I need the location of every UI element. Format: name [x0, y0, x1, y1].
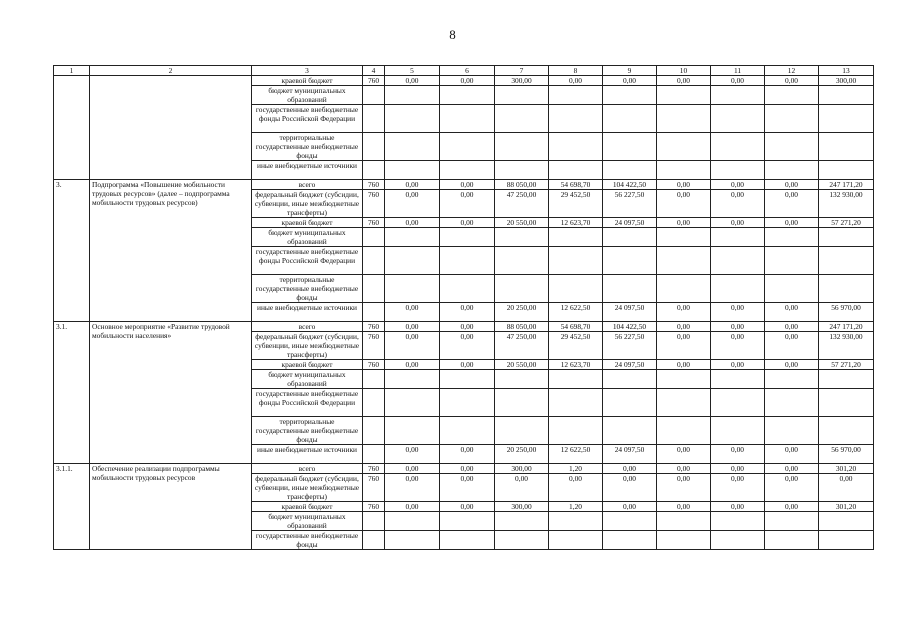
amount-cell: 56 970,00 — [819, 445, 874, 464]
amount-cell: 0,00 — [657, 76, 711, 86]
amount-cell — [495, 133, 549, 161]
amount-cell — [657, 417, 711, 445]
amount-cell — [385, 228, 440, 247]
grbs-code — [363, 228, 385, 247]
amount-cell: 0,00 — [711, 474, 765, 502]
row-number: 3.1.1. — [54, 464, 90, 550]
amount-cell: 0,00 — [765, 445, 819, 464]
amount-cell: 57 271,20 — [819, 218, 874, 228]
grbs-code: 760 — [363, 322, 385, 332]
amount-cell: 0,00 — [765, 332, 819, 360]
amount-cell: 0,00 — [765, 76, 819, 86]
grbs-code: 760 — [363, 190, 385, 218]
amount-cell: 56 970,00 — [819, 303, 874, 322]
amount-cell — [711, 133, 765, 161]
amount-cell — [440, 275, 495, 303]
amount-cell: 300,00 — [495, 502, 549, 512]
amount-cell — [657, 512, 711, 531]
amount-cell — [603, 133, 657, 161]
amount-cell: 0,00 — [603, 464, 657, 474]
amount-cell: 12 622,50 — [549, 303, 603, 322]
amount-cell — [603, 417, 657, 445]
table-row — [54, 76, 874, 86]
column-header: 12 — [765, 66, 819, 76]
grbs-code: 760 — [363, 218, 385, 228]
amount-cell: 0,00 — [385, 360, 440, 370]
amount-cell: 247 171,20 — [819, 180, 874, 190]
funding-source: федеральный бюджет (субсидии, субвенции, иные межбюджетные трансферты) — [252, 332, 363, 360]
amount-cell — [385, 247, 440, 275]
amount-cell — [819, 512, 874, 531]
amount-cell: 0,00 — [711, 322, 765, 332]
amount-cell — [385, 417, 440, 445]
amount-cell — [440, 531, 495, 550]
grbs-code — [363, 275, 385, 303]
amount-cell — [549, 275, 603, 303]
amount-cell: 24 097,50 — [603, 445, 657, 464]
grbs-code — [363, 133, 385, 161]
amount-cell: 104 422,50 — [603, 322, 657, 332]
amount-cell — [819, 86, 874, 105]
amount-cell: 0,00 — [711, 190, 765, 218]
grbs-code: 760 — [363, 360, 385, 370]
row-number — [54, 76, 90, 180]
amount-cell: 0,00 — [657, 464, 711, 474]
amount-cell — [819, 389, 874, 417]
amount-cell — [440, 389, 495, 417]
page-number: 8 — [449, 27, 456, 42]
grbs-code — [363, 303, 385, 322]
grbs-code: 760 — [363, 76, 385, 86]
amount-cell — [711, 161, 765, 180]
amount-cell: 132 930,00 — [819, 190, 874, 218]
amount-cell — [657, 133, 711, 161]
amount-cell — [495, 370, 549, 389]
amount-cell: 56 227,50 — [603, 332, 657, 360]
amount-cell — [385, 275, 440, 303]
amount-cell — [603, 512, 657, 531]
amount-cell: 104 422,50 — [603, 180, 657, 190]
header-row — [54, 66, 874, 76]
amount-cell — [495, 228, 549, 247]
row-number: 3. — [54, 180, 90, 322]
amount-cell — [765, 512, 819, 531]
amount-cell: 0,00 — [385, 502, 440, 512]
amount-cell: 0,00 — [440, 76, 495, 86]
amount-cell: 0,00 — [549, 76, 603, 86]
amount-cell: 0,00 — [711, 332, 765, 360]
amount-cell: 20 550,00 — [495, 360, 549, 370]
amount-cell: 247 171,20 — [819, 322, 874, 332]
amount-cell — [657, 370, 711, 389]
grbs-code: 760 — [363, 464, 385, 474]
program-name: Основное мероприятие «Развитие трудовой мобильности населения» — [90, 322, 252, 464]
funding-source: всего — [252, 464, 363, 474]
grbs-code — [363, 445, 385, 464]
funding-source: государственные внебюджетные фонды Российской Федерации — [252, 389, 363, 417]
amount-cell: 0,00 — [819, 474, 874, 502]
column-header: 11 — [711, 66, 765, 76]
amount-cell — [711, 105, 765, 133]
amount-cell: 0,00 — [765, 464, 819, 474]
amount-cell — [603, 370, 657, 389]
amount-cell: 0,00 — [385, 474, 440, 502]
column-header: 6 — [440, 66, 495, 76]
amount-cell: 0,00 — [765, 360, 819, 370]
amount-cell: 0,00 — [440, 360, 495, 370]
amount-cell: 54 698,70 — [549, 322, 603, 332]
column-header: 7 — [495, 66, 549, 76]
amount-cell: 0,00 — [385, 322, 440, 332]
funding-source: бюджет муниципальных образований — [252, 370, 363, 389]
amount-cell — [495, 161, 549, 180]
amount-cell — [819, 247, 874, 275]
amount-cell: 0,00 — [385, 464, 440, 474]
amount-cell — [385, 161, 440, 180]
amount-cell: 300,00 — [819, 76, 874, 86]
amount-cell — [765, 247, 819, 275]
budget-table — [53, 65, 874, 550]
column-header: 1 — [54, 66, 90, 76]
funding-source: краевой бюджет — [252, 360, 363, 370]
amount-cell — [440, 228, 495, 247]
amount-cell — [765, 275, 819, 303]
amount-cell: 47 250,00 — [495, 190, 549, 218]
grbs-code — [363, 247, 385, 275]
amount-cell — [495, 389, 549, 417]
amount-cell — [549, 389, 603, 417]
amount-cell — [385, 105, 440, 133]
grbs-code — [363, 161, 385, 180]
grbs-code: 760 — [363, 180, 385, 190]
funding-source: иные внебюджетные источники — [252, 161, 363, 180]
amount-cell — [819, 228, 874, 247]
amount-cell — [819, 417, 874, 445]
amount-cell: 1,20 — [549, 464, 603, 474]
amount-cell: 0,00 — [657, 445, 711, 464]
amount-cell — [549, 133, 603, 161]
amount-cell — [440, 247, 495, 275]
amount-cell: 0,00 — [385, 190, 440, 218]
funding-source: государственные внебюджетные фонды Российской Федерации — [252, 247, 363, 275]
amount-cell — [549, 247, 603, 275]
amount-cell: 0,00 — [657, 218, 711, 228]
amount-cell — [603, 531, 657, 550]
amount-cell — [711, 531, 765, 550]
amount-cell — [657, 105, 711, 133]
amount-cell: 20 250,00 — [495, 303, 549, 322]
amount-cell — [711, 86, 765, 105]
amount-cell: 47 250,00 — [495, 332, 549, 360]
amount-cell: 0,00 — [765, 322, 819, 332]
amount-cell: 0,00 — [711, 180, 765, 190]
amount-cell: 24 097,50 — [603, 360, 657, 370]
amount-cell — [549, 105, 603, 133]
amount-cell — [765, 133, 819, 161]
amount-cell — [495, 512, 549, 531]
amount-cell — [385, 531, 440, 550]
amount-cell — [385, 133, 440, 161]
amount-cell — [440, 417, 495, 445]
amount-cell — [765, 531, 819, 550]
funding-source: бюджет муниципальных образований — [252, 86, 363, 105]
grbs-code — [363, 389, 385, 417]
amount-cell: 0,00 — [657, 502, 711, 512]
amount-cell — [603, 389, 657, 417]
amount-cell: 29 452,50 — [549, 190, 603, 218]
amount-cell — [603, 105, 657, 133]
amount-cell: 0,00 — [385, 303, 440, 322]
amount-cell: 88 050,00 — [495, 322, 549, 332]
amount-cell — [440, 133, 495, 161]
amount-cell — [440, 370, 495, 389]
funding-source: государственные внебюджетные фонды Российской Федерации — [252, 105, 363, 133]
amount-cell — [495, 275, 549, 303]
amount-cell — [711, 512, 765, 531]
amount-cell: 12 622,50 — [549, 445, 603, 464]
grbs-code: 760 — [363, 502, 385, 512]
amount-cell — [495, 247, 549, 275]
amount-cell: 0,00 — [765, 502, 819, 512]
amount-cell: 301,20 — [819, 502, 874, 512]
amount-cell — [603, 275, 657, 303]
amount-cell: 0,00 — [657, 332, 711, 360]
amount-cell: 0,00 — [765, 303, 819, 322]
amount-cell — [440, 512, 495, 531]
amount-cell — [765, 228, 819, 247]
amount-cell — [495, 86, 549, 105]
amount-cell: 0,00 — [603, 502, 657, 512]
amount-cell — [440, 105, 495, 133]
funding-source: государственные внебюджетные фонды — [252, 531, 363, 550]
amount-cell: 0,00 — [603, 474, 657, 502]
column-header: 9 — [603, 66, 657, 76]
amount-cell — [603, 161, 657, 180]
amount-cell: 0,00 — [765, 180, 819, 190]
amount-cell: 0,00 — [440, 190, 495, 218]
amount-cell: 24 097,50 — [603, 303, 657, 322]
amount-cell — [819, 370, 874, 389]
amount-cell — [549, 86, 603, 105]
amount-cell: 0,00 — [385, 76, 440, 86]
amount-cell — [765, 370, 819, 389]
amount-cell: 0,00 — [657, 190, 711, 218]
amount-cell: 0,00 — [495, 474, 549, 502]
funding-source: федеральный бюджет (субсидии, субвенции, иные межбюджетные трансферты) — [252, 474, 363, 502]
amount-cell — [603, 247, 657, 275]
grbs-code — [363, 105, 385, 133]
grbs-code — [363, 86, 385, 105]
program-name: Подпрограмма «Повышение мобильности трудовых ресурсов» (далее – подпрограмма мобильности трудовых ресурсов) — [90, 180, 252, 322]
amount-cell — [495, 105, 549, 133]
column-header: 3 — [252, 66, 363, 76]
amount-cell — [385, 86, 440, 105]
amount-cell — [657, 247, 711, 275]
amount-cell — [657, 275, 711, 303]
amount-cell: 0,00 — [765, 218, 819, 228]
funding-source: федеральный бюджет (субсидии, субвенции, иные межбюджетные трансферты) — [252, 190, 363, 218]
amount-cell: 12 623,70 — [549, 360, 603, 370]
amount-cell — [819, 105, 874, 133]
amount-cell — [765, 389, 819, 417]
amount-cell — [711, 389, 765, 417]
amount-cell: 0,00 — [440, 303, 495, 322]
grbs-code — [363, 531, 385, 550]
amount-cell — [765, 417, 819, 445]
amount-cell: 1,20 — [549, 502, 603, 512]
amount-cell: 0,00 — [440, 322, 495, 332]
column-header: 5 — [385, 66, 440, 76]
amount-cell — [711, 275, 765, 303]
amount-cell — [495, 531, 549, 550]
amount-cell — [440, 86, 495, 105]
amount-cell: 0,00 — [657, 180, 711, 190]
funding-source: краевой бюджет — [252, 502, 363, 512]
amount-cell — [711, 417, 765, 445]
amount-cell: 20 250,00 — [495, 445, 549, 464]
amount-cell — [765, 161, 819, 180]
amount-cell — [549, 161, 603, 180]
amount-cell: 24 097,50 — [603, 218, 657, 228]
amount-cell — [657, 86, 711, 105]
grbs-code: 760 — [363, 474, 385, 502]
column-header: 2 — [90, 66, 252, 76]
amount-cell: 0,00 — [440, 332, 495, 360]
amount-cell: 29 452,50 — [549, 332, 603, 360]
amount-cell — [603, 86, 657, 105]
amount-cell: 88 050,00 — [495, 180, 549, 190]
amount-cell: 12 623,70 — [549, 218, 603, 228]
column-header: 4 — [363, 66, 385, 76]
funding-source: всего — [252, 322, 363, 332]
amount-cell: 0,00 — [711, 76, 765, 86]
amount-cell — [385, 370, 440, 389]
amount-cell: 20 550,00 — [495, 218, 549, 228]
funding-source: бюджет муниципальных образований — [252, 228, 363, 247]
amount-cell: 0,00 — [711, 502, 765, 512]
amount-cell: 0,00 — [385, 218, 440, 228]
amount-cell — [765, 105, 819, 133]
amount-cell: 57 271,20 — [819, 360, 874, 370]
column-header: 13 — [819, 66, 874, 76]
amount-cell: 54 698,70 — [549, 180, 603, 190]
grbs-code: 760 — [363, 332, 385, 360]
funding-source: всего — [252, 180, 363, 190]
amount-cell — [549, 370, 603, 389]
amount-cell: 56 227,50 — [603, 190, 657, 218]
table-row — [54, 180, 874, 190]
program-name — [90, 76, 252, 180]
amount-cell: 0,00 — [657, 474, 711, 502]
amount-cell — [819, 161, 874, 180]
amount-cell — [765, 86, 819, 105]
amount-cell: 0,00 — [711, 445, 765, 464]
column-header: 8 — [549, 66, 603, 76]
amount-cell: 0,00 — [385, 332, 440, 360]
grbs-code — [363, 512, 385, 531]
amount-cell: 0,00 — [440, 474, 495, 502]
amount-cell — [657, 531, 711, 550]
amount-cell: 0,00 — [711, 218, 765, 228]
funding-source: краевой бюджет — [252, 76, 363, 86]
amount-cell — [603, 228, 657, 247]
amount-cell: 0,00 — [711, 464, 765, 474]
amount-cell — [657, 389, 711, 417]
amount-cell: 0,00 — [440, 445, 495, 464]
amount-cell: 0,00 — [711, 303, 765, 322]
funding-source: краевой бюджет — [252, 218, 363, 228]
amount-cell — [385, 389, 440, 417]
funding-source: территориальные государственные внебюджетные фонды — [252, 275, 363, 303]
amount-cell: 0,00 — [603, 76, 657, 86]
amount-cell: 0,00 — [440, 502, 495, 512]
funding-source: иные внебюджетные источники — [252, 445, 363, 464]
amount-cell — [385, 512, 440, 531]
amount-cell: 0,00 — [657, 322, 711, 332]
amount-cell: 0,00 — [657, 303, 711, 322]
amount-cell — [711, 228, 765, 247]
amount-cell — [549, 417, 603, 445]
amount-cell: 301,20 — [819, 464, 874, 474]
amount-cell: 0,00 — [440, 180, 495, 190]
amount-cell — [711, 370, 765, 389]
amount-cell — [657, 228, 711, 247]
amount-cell — [549, 512, 603, 531]
amount-cell — [819, 531, 874, 550]
row-number: 3.1. — [54, 322, 90, 464]
amount-cell: 0,00 — [657, 360, 711, 370]
funding-source: территориальные государственные внебюджетные фонды — [252, 133, 363, 161]
grbs-code — [363, 417, 385, 445]
amount-cell — [711, 247, 765, 275]
funding-source: бюджет муниципальных образований — [252, 512, 363, 531]
table-row — [54, 322, 874, 332]
funding-source: территориальные государственные внебюджетные фонды — [252, 417, 363, 445]
amount-cell: 132 930,00 — [819, 332, 874, 360]
amount-cell — [549, 531, 603, 550]
amount-cell — [819, 275, 874, 303]
amount-cell — [549, 228, 603, 247]
table-row — [54, 464, 874, 474]
amount-cell: 0,00 — [440, 464, 495, 474]
amount-cell — [819, 133, 874, 161]
amount-cell: 0,00 — [765, 474, 819, 502]
grbs-code — [363, 370, 385, 389]
amount-cell: 0,00 — [711, 360, 765, 370]
amount-cell: 0,00 — [765, 190, 819, 218]
amount-cell — [495, 417, 549, 445]
amount-cell — [657, 161, 711, 180]
amount-cell: 0,00 — [385, 180, 440, 190]
program-name: Обеспечение реализации подпрограммы мобильности трудовых ресурсов — [90, 464, 252, 550]
funding-source: иные внебюджетные источники — [252, 303, 363, 322]
amount-cell: 0,00 — [549, 474, 603, 502]
amount-cell: 300,00 — [495, 464, 549, 474]
amount-cell: 300,00 — [495, 76, 549, 86]
amount-cell — [440, 161, 495, 180]
amount-cell: 0,00 — [440, 218, 495, 228]
column-header: 10 — [657, 66, 711, 76]
amount-cell: 0,00 — [385, 445, 440, 464]
